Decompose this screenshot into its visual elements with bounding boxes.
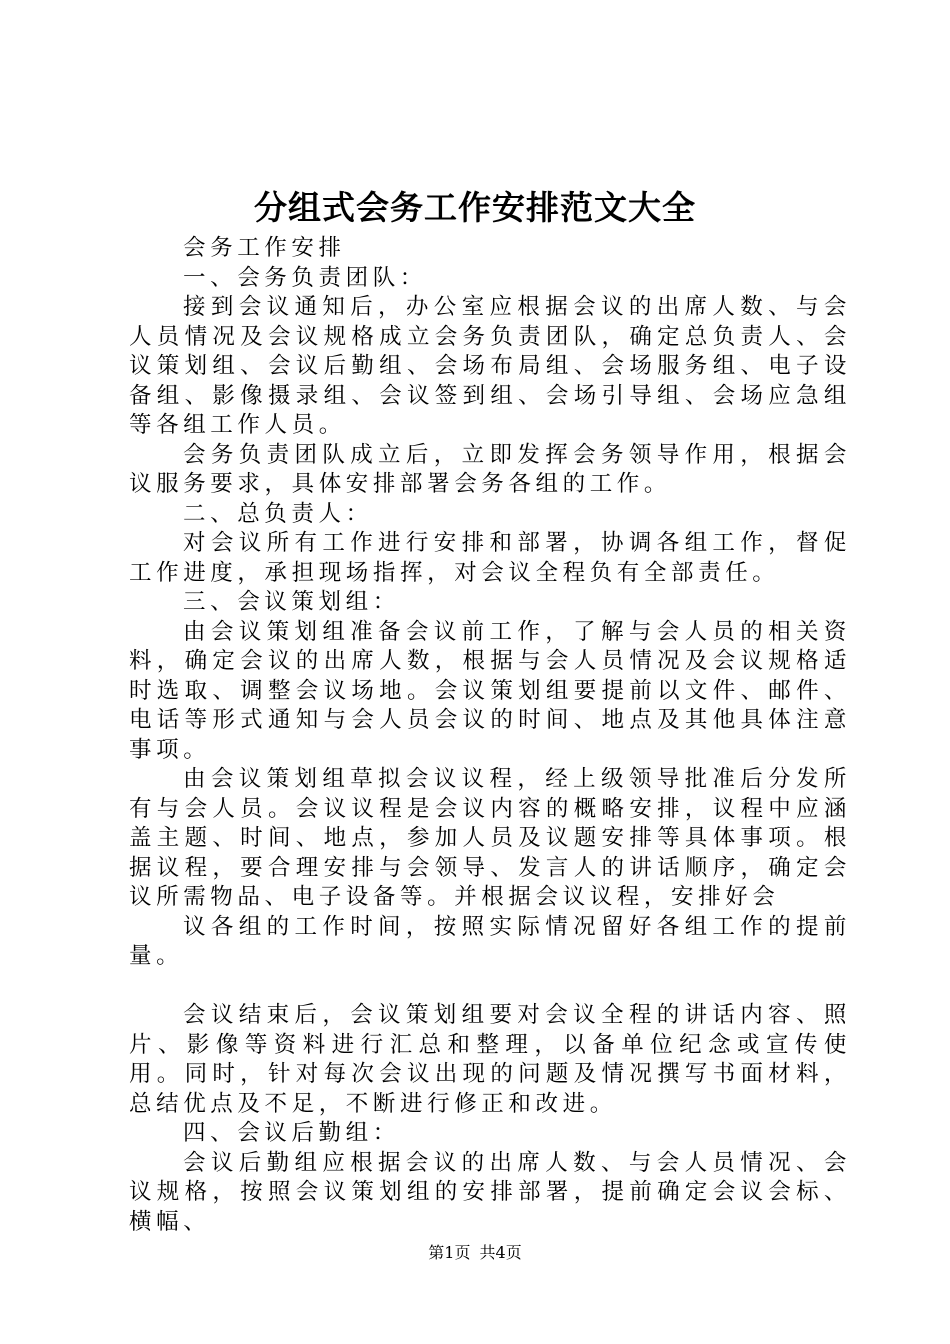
body-paragraph: 对会议所有工作进行安排和部署，协调各组工作，督促工作进度，承担现场指挥，对会议全程负有全部责任。 — [129, 530, 851, 586]
document-title: 分组式会务工作安排范文大全 — [254, 188, 696, 227]
body-paragraph: 会议结束后，会议策划组要对会议全程的讲话内容、照片、影像等资料进行汇总和整理，以备单位纪念或宣传使用。同时，针对每次会议出现的问题及情况撰写书面材料，总结优点及不足，不断进行修正和改进。 — [129, 1002, 851, 1117]
section-heading: 四、会议后勤组： — [183, 1120, 400, 1146]
section-heading: 会务工作安排 — [183, 235, 346, 261]
section-heading: 三、会议策划组： — [183, 589, 400, 615]
body-paragraph: 会议后勤组应根据会议的出席人数、与会人员情况、会议规格，按照会议策划组的安排部署，提前确定会议会标、横幅、 — [129, 1149, 851, 1235]
section-heading: 一、会务负责团队： — [183, 264, 427, 291]
body-paragraph: 由会议策划组草拟会议议程，经上级领导批准后分发所有与会人员。会议议程是会议内容的概略安排，议程中应涵盖主题、时间、地点，参加人员及议题安排等具体事项。根据议程，要合理安排与会领导、发言人的讲话顺序，确定会议所需物品、电子设备等。并根据会议议程，安排好会 — [129, 766, 851, 910]
paragraph-spacer — [129, 972, 851, 1002]
body-paragraph: 接到会议通知后，办公室应根据会议的出席人数、与会人员情况及会议规格成立会务负责团队，确定总负责人、会议策划组、会议后勤组、会场布局组、会场服务组、电子设备组、影像摄录组、会议签到组、会场引导组、会场应急组等各组工作人员。 — [129, 294, 851, 438]
document-body — [129, 234, 851, 1237]
section-heading: 二、总负责人： — [183, 500, 373, 527]
body-paragraph: 由会议策划组准备会议前工作，了解与会人员的相关资料，确定会议的出席人数，根据与会人员情况及会议规格适时选取、调整会议场地。会议策划组要提前以文件、邮件、电话等形式通知与会人员会议的时间、地点及其他具体注意事项。 — [129, 618, 851, 763]
body-paragraph: 会务负责团队成立后，立即发挥会务领导作用，根据会议服务要求，具体安排部署会务各组的工作。 — [129, 441, 851, 497]
body-paragraph: 议各组的工作时间，按照实际情况留好各组工作的提前量。 — [129, 913, 851, 969]
page-footer: 第1页 共4页 — [428, 1243, 522, 1262]
